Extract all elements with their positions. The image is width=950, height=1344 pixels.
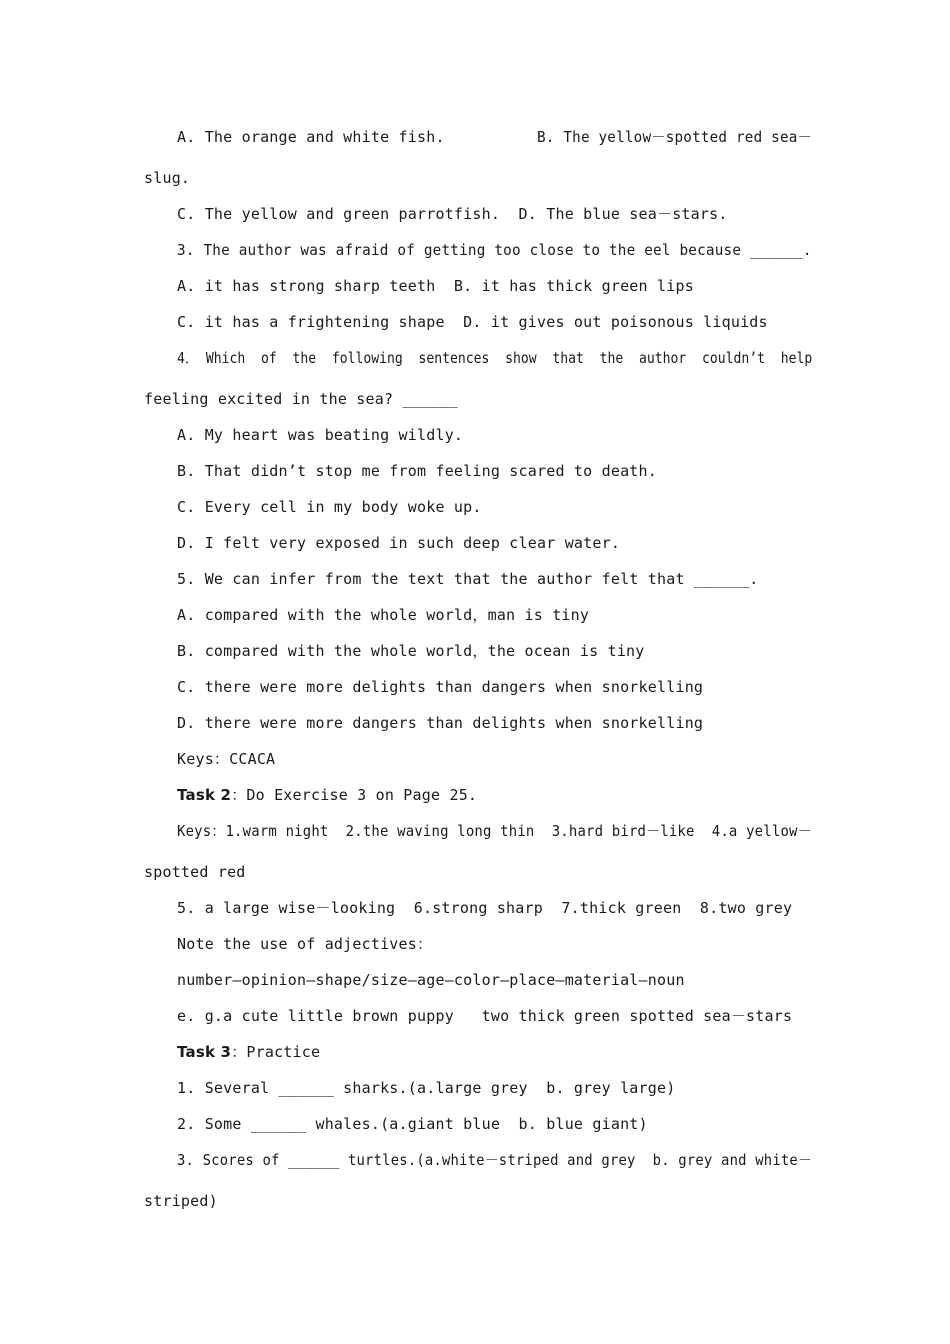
q2-option-a: A. The orange and white fish. <box>177 128 445 146</box>
task2-keys-line3: 5. a large wise－looking 6.strong sharp 7.thick green 8.two grey <box>177 899 793 917</box>
q5-stem: 5. We can infer from the text that the author felt that ______. <box>177 570 759 588</box>
q4-option-a: A. My heart was beating wildly. <box>177 426 464 444</box>
note-example: e. g.a cute little brown puppy two thick green spotted sea－stars <box>177 1007 793 1025</box>
task2-keys-line1: Keys：1.warm night 2.the waving long thin 3.hard bird－like 4.a yellow－ <box>177 822 812 840</box>
q3-options-c-d: C. it has a frightening shape D. it gives out poisonous liquids <box>177 313 768 331</box>
task3-item-2: 2. Some ______ whales.(a.giant blue b. blue giant) <box>177 1115 648 1133</box>
note-adjective-order: number—opinion—shape/size—age—color—place—material—noun <box>177 971 685 989</box>
task3-heading <box>177 1042 320 1062</box>
q2-options-c-d: C. The yellow and green parrotfish. D. The blue sea－stars. <box>177 205 728 223</box>
q3-stem: 3. The author was afraid of getting too close to the eel because ______. <box>177 241 812 259</box>
q4-option-d: D. I felt very exposed in such deep clear water. <box>177 534 621 552</box>
q2-option-b-continued: slug. <box>144 169 191 187</box>
q5-option-b: B. compared with the whole world，the ocean is tiny <box>177 642 645 660</box>
q4-option-b: B. That didn’t stop me from feeling scared to death. <box>177 462 657 480</box>
q2-option-b: B. The yellow－spotted red sea－ <box>537 128 813 146</box>
q4-stem: 4． Which of the following sentences show that the author couldn’t help <box>177 349 813 367</box>
task3-label: Task 3 <box>177 1043 232 1061</box>
task3-text: ：Practice <box>231 1043 321 1061</box>
task1-keys: Keys：CCACA <box>177 750 276 768</box>
task3-item-3: 3. Scores of ______ turtles.(a.white－striped and grey b. grey and white－ <box>177 1151 813 1169</box>
task2-text: ：Do Exercise 3 on Page 25. <box>231 786 478 804</box>
task2-heading <box>177 785 477 805</box>
q3-options-a-b: A. it has strong sharp teeth B. it has thick green lips <box>177 277 694 295</box>
note-title: Note the use of adjectives： <box>177 935 433 953</box>
task2-label: Task 2 <box>177 786 232 804</box>
q5-option-d: D. there were more dangers than delights when snorkelling <box>177 714 704 732</box>
q4-stem-continued: feeling excited in the sea? ______ <box>144 390 458 408</box>
task3-item-1: 1. Several ______ sharks.(a.large grey b. grey large) <box>177 1079 676 1097</box>
task3-item-3-continued: striped) <box>144 1192 218 1210</box>
task2-keys-line2: spotted red <box>144 863 246 881</box>
q5-option-a: A. compared with the whole world，man is tiny <box>177 606 590 624</box>
q5-option-c: C. there were more delights than dangers when snorkelling <box>177 678 704 696</box>
q4-option-c: C. Every cell in my body woke up. <box>177 498 482 516</box>
